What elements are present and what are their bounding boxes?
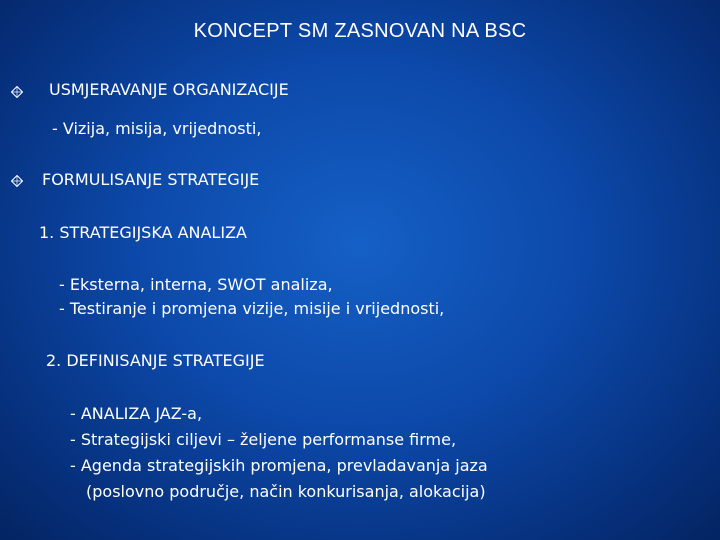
section1-item: - Vizija, misija, vrijednosti, xyxy=(52,119,262,138)
section-heading-usmjeravanje: USMJERAVANJE ORGANIZACIJE xyxy=(49,80,289,99)
definisanje-item: - Agenda strategijskih promjena, prevladavanja jaza xyxy=(70,456,488,475)
subsection-heading-definisanje: 2. DEFINISANJE STRATEGIJE xyxy=(46,351,265,370)
analiza-item: - Testiranje i promjena vizije, misije i vrijednosti, xyxy=(59,299,445,318)
subsection-heading-analiza: 1. STRATEGIJSKA ANALIZA xyxy=(39,223,247,242)
slide-title: KONCEPT SM ZASNOVAN NA BSC xyxy=(193,20,527,42)
definisanje-item-continuation: (poslovno područje, način konkurisanja, alokacija) xyxy=(86,482,486,501)
definisanje-item: - Strategijski ciljevi – željene performanse firme, xyxy=(70,430,457,449)
diamond-bullet-icon xyxy=(11,86,23,98)
definisanje-item: - ANALIZA JAZ-a, xyxy=(70,404,203,423)
section-heading-formulisanje: FORMULISANJE STRATEGIJE xyxy=(42,170,260,189)
analiza-item: - Eksterna, interna, SWOT analiza, xyxy=(59,275,333,294)
diamond-bullet-icon xyxy=(11,175,23,187)
